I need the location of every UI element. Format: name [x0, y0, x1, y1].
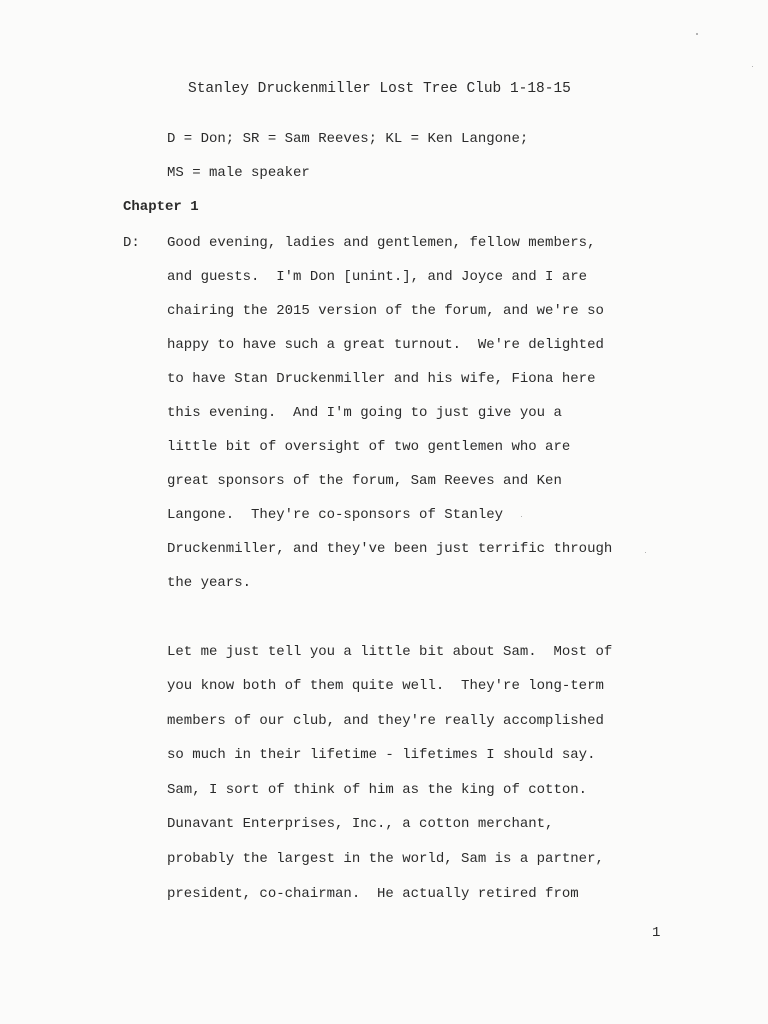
paragraph-2-line: Let me just tell you a little bit about Sam. Most of [167, 644, 613, 660]
paragraph-1-line: Langone. They're co-sponsors of Stanley [167, 507, 504, 523]
paragraph-2-line: members of our club, and they're really accomplished [167, 713, 604, 729]
paragraph-1-line: this evening. And I'm going to just give you a [167, 405, 562, 421]
speaker-legend-line-2: MS = male speaker [167, 165, 310, 181]
paragraph-1-line: the years. [167, 575, 252, 591]
paragraph-1-line: Good evening, ladies and gentlemen, fellow members, [167, 235, 596, 251]
scan-speck [696, 33, 698, 35]
paragraph-2-line: president, co-chairman. He actually retired from [167, 886, 579, 902]
paragraph-1-line: to have Stan Druckenmiller and his wife, Fiona here [167, 371, 596, 387]
page-number: 1 [652, 925, 661, 941]
paragraph-1-line: chairing the 2015 version of the forum, and we're so [167, 303, 604, 319]
document-title: Stanley Druckenmiller Lost Tree Club 1-18-15 [188, 81, 571, 97]
paragraph-2-line: you know both of them quite well. They're long-term [167, 678, 604, 694]
paragraph-1-line: great sponsors of the forum, Sam Reeves and Ken [167, 473, 562, 489]
paragraph-2-line: Sam, I sort of think of him as the king of cotton. [167, 782, 588, 798]
paragraph-1-line: and guests. I'm Don [unint.], and Joyce and I are [167, 269, 588, 285]
paragraph-2-line: Dunavant Enterprises, Inc., a cotton merchant, [167, 816, 554, 832]
speaker-label: D: [123, 235, 140, 251]
paragraph-2-line: so much in their lifetime - lifetimes I should say. [167, 747, 596, 763]
paragraph-2-line: probably the largest in the world, Sam is a partner, [167, 851, 604, 867]
chapter-heading: Chapter 1 [123, 199, 199, 215]
paragraph-1-line: little bit of oversight of two gentlemen who are [167, 439, 571, 455]
scan-speck [521, 516, 522, 517]
paragraph-1-line: Druckenmiller, and they've been just terrific through [167, 541, 613, 557]
scan-speck [645, 552, 646, 553]
scan-speck [752, 66, 753, 67]
paragraph-1-line: happy to have such a great turnout. We're delighted [167, 337, 604, 353]
speaker-legend-line-1: D = Don; SR = Sam Reeves; KL = Ken Langone; [167, 131, 529, 147]
